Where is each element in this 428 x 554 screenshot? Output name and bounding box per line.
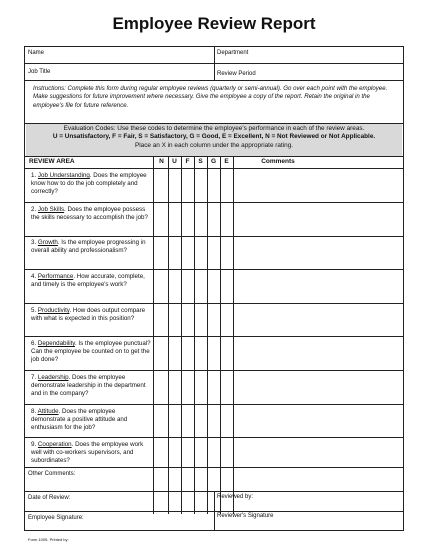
review-form <box>24 46 404 531</box>
review-item-5: 5. Productivity. How does output compare with what is expected in this position? <box>31 307 146 322</box>
review-period-label: Review Period <box>217 71 256 77</box>
date-of-review-label: Date of Review: <box>28 495 71 501</box>
code-f-header: F <box>185 158 190 165</box>
department-label: Department <box>217 50 249 56</box>
review-area-header: REVIEW AREA <box>29 158 75 165</box>
comments-header: Comments <box>261 158 295 165</box>
code-g-header: G <box>210 158 217 165</box>
review-item-7: 7. Leadership. Does the employee demonstrate leadership in the department and in the company? <box>31 374 146 397</box>
code-n-header: N <box>159 158 164 165</box>
page-title: Employee Review Report <box>112 14 316 33</box>
reviewed-by-label: Reviewed by: <box>217 494 254 500</box>
other-comments-label: Other Comments: <box>28 471 76 477</box>
review-item-2: 2. Job Skills. Does the employee possess the skills necessary to accomplish the job? <box>31 206 148 221</box>
review-item-4: 4. Performance. How accurate, complete, and timely is the employee's work? <box>31 273 145 288</box>
evaluation-line-1: Evaluation Codes: Use these codes to determine the employee's performance in each of the review areas. <box>63 125 365 132</box>
evaluation-codes <box>26 124 402 156</box>
code-e-header: E <box>224 158 229 165</box>
name-label: Name <box>28 50 45 56</box>
employee-signature-label: Employee Signature: <box>28 515 84 521</box>
reviewer-signature-label: Reviewer's Signature <box>217 513 274 519</box>
form-footer-note: Form 1005, Printed by: <box>28 537 69 542</box>
review-item-1: 1. Job Understanding. Does the employee know how to do the job completely and correctly? <box>31 172 147 195</box>
instructions-text: Instructions: Complete this form during regular employee reviews (quarterly or semi-annual). Go over each point with the employee. Make suggestions for future improvement where necessary. Give the employee a copy of the report. Retain the original in the employee's file for future reference. <box>33 85 388 109</box>
evaluation-line-2: U = Unsatisfactory, F = Fair, S = Satisfactory, G = Good, E = Excellent, N = Not Reviewed or Not Applicable. <box>52 133 376 141</box>
code-u-header: U <box>172 158 177 165</box>
job-title-label: Job Title <box>28 69 51 75</box>
evaluation-line-3: Place an X in each column under the appropriate rating. <box>134 141 294 149</box>
review-item-6: 6. Dependability. Is the employee punctual? Can the employee be counted on to get the job done? <box>31 340 151 363</box>
review-item-9: 9. Cooperation. Does the employee work well with co-workers supervisors, and subordinates? <box>31 441 144 464</box>
code-s-header: S <box>198 158 203 165</box>
review-item-8: 8. Attitude. Does the employee demonstrate a positive attitude and enthusiasm for the job? <box>31 408 128 431</box>
review-item-3: 3. Growth. Is the employee progressing in overall ability and professionalism? <box>31 239 146 254</box>
